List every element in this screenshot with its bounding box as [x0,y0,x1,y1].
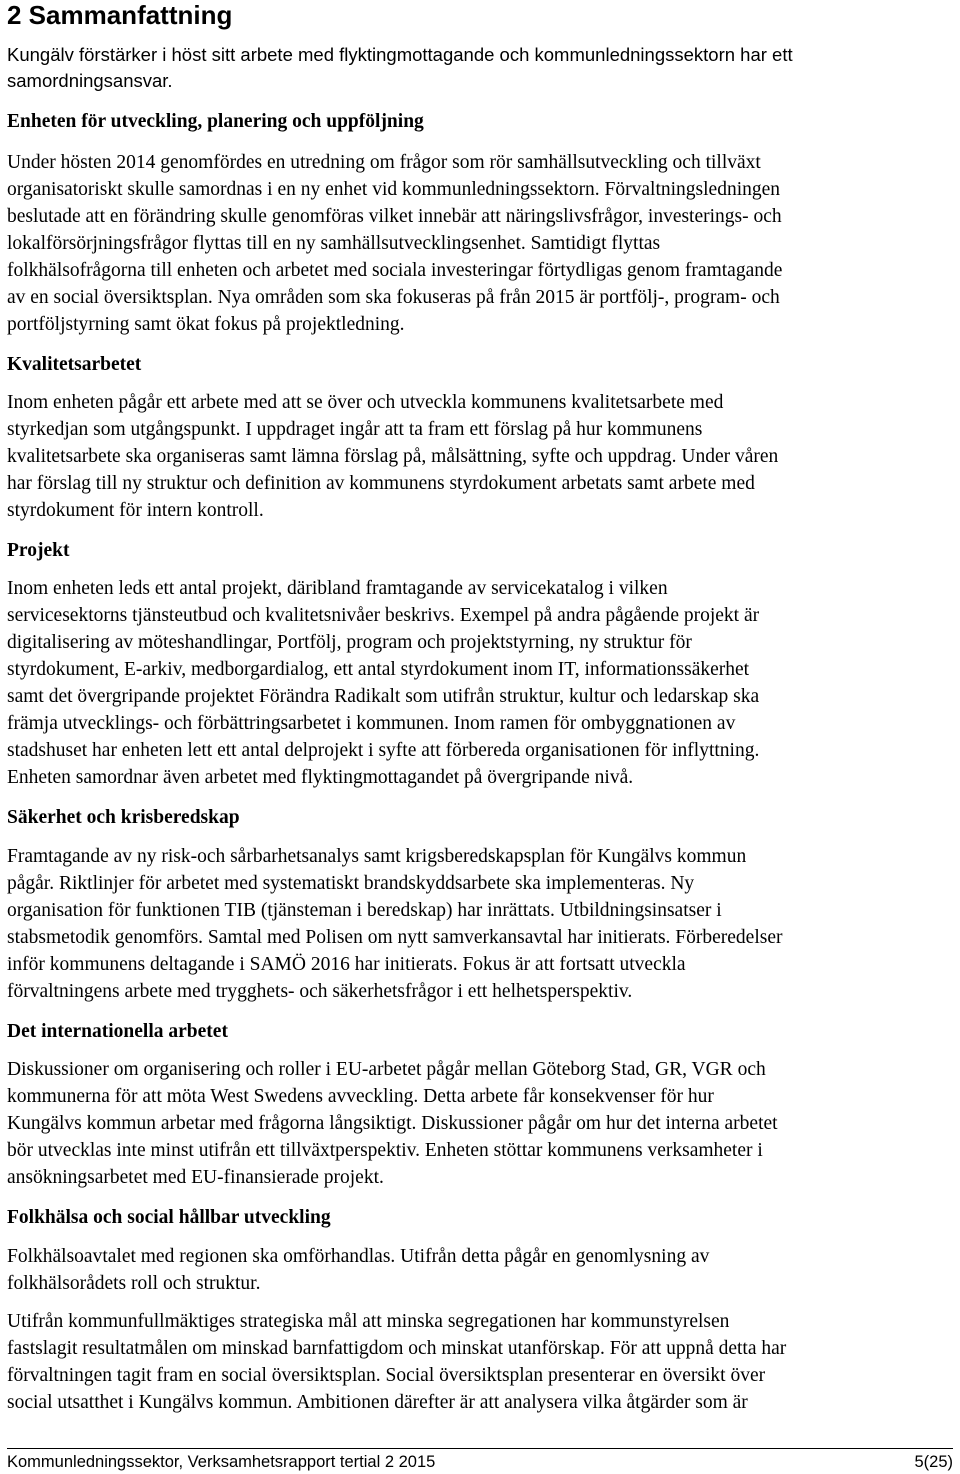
text-line: digitalisering av möteshandlingar, Portfölj, program och projektstyrning, ny struktur för [7,632,692,653]
section-body-internationellt [7,1056,957,1191]
section-body-kvalitet [7,389,957,524]
text-line: Folkhälsoavtalet med regionen ska omförhandlas. Utifrån detta pågår en genomlysning av [7,1246,710,1267]
text-line: stabsmetodik genomförs. Samtal med Polisen om nytt samverkansavtal har initierats. Förberedelser [7,927,783,948]
text-line: folkhälsorådets roll och struktur. [7,1273,261,1294]
text-line: organisatoriskt skulle samordnas i en ny enhet vid kommunledningssektorn. Förvaltningsledningen [7,179,781,200]
text-line: social utsatthet i Kungälvs kommun. Ambitionen därefter är att analysera vilka åtgärder som är [7,1392,748,1413]
text-line: främja utvecklings- och förbättringsarbetet i kommunen. Inom ramen för ombyggnationen av [7,713,736,734]
text-line: bör utvecklas inte minst utifrån ett tillväxtperspektiv. Enheten stöttar kommunens verksamheter i [7,1140,763,1161]
section-body-projekt [7,575,957,791]
text-line: Utifrån kommunfullmäktiges strategiska mål att minska segregationen har kommunstyrelsen [7,1311,730,1332]
page-title: 2 Sammanfattning [7,0,233,30]
section-heading-internationellt: Det internationella arbetet [7,1021,228,1042]
section-heading-kvalitet: Kvalitetsarbetet [7,354,142,375]
text-line: förvaltningens arbete med trygghets- och säkerhetsfrågor i ett helhetsperspektiv. [7,981,633,1002]
text-line: har förslag till ny struktur och definition av kommunens styrdokument arbetats samt arbete med [7,473,755,494]
text-line: Inom enheten leds ett antal projekt, däribland framtagande av servicekatalog i vilken [7,578,668,599]
footer-page-number: 5(25) [914,1453,953,1471]
text-line: portföljstyrning samt ökat fokus på projektledning. [7,314,405,335]
text-line: beslutade att en förändring skulle genomföras vilket innebär att näringslivsfrågor, investerings- och [7,206,782,227]
section-body-sakerhet [7,843,957,1005]
section-heading-utveckling: Enheten för utveckling, planering och uppföljning [7,111,424,132]
text-line: av en social översiktsplan. Nya områden som ska fokuseras på från 2015 är portfölj-, program- och [7,287,780,308]
text-line: Under hösten 2014 genomfördes en utredning om frågor som rör samhällsutveckling och tillväxt [7,152,761,173]
text-line: Enheten samordnar även arbetet med flyktingmottagandet på övergripande nivå. [7,767,634,788]
footer-divider [7,1448,953,1449]
text-line: Diskussioner om organisering och roller i EU-arbetet pågår mellan Göteborg Stad, GR, VGR och [7,1059,766,1080]
footer-document-title: Kommunledningssektor, Verksamhetsrapport tertial 2 2015 [7,1453,436,1471]
section-body-utveckling [7,149,957,338]
text-line: folkhälsofrågorna till enheten och arbetet med sociala investeringar förtydligas genom framtagande [7,260,783,281]
text-line: Inom enheten pågår ett arbete med att se över och utveckla kommunens kvalitetsarbete med [7,392,724,413]
section-body-folkhalsa-2 [7,1308,957,1416]
text-line: fastslagit resultatmålen om minskad barnfattigdom och minskat utanförskap. För att uppnå detta har [7,1338,787,1359]
text-line: ansökningsarbetet med EU-finansierade projekt. [7,1167,384,1188]
text-line: pågår. Riktlinjer för arbetet med systematiskt brandskyddsarbete ska implementeras. Ny [7,873,695,894]
text-line: samordningsansvar. [7,70,173,91]
text-line: kvalitetsarbete ska organiseras samt lämna förslag på, målsättning, syfte och uppdrag. Under våren [7,446,779,467]
intro-paragraph [7,42,957,94]
text-line: Framtagande av ny risk-och sårbarhetsanalys samt krigsberedskapsplan för Kungälvs kommun [7,846,747,867]
text-line: servicesektorns tjänsteutbud och kvalitetsnivåer beskrivs. Exempel på andra pågående projekt är [7,605,760,626]
text-line: organisation för funktionen TIB (tjänsteman i beredskap) har inrättats. Utbildningsinsatser i [7,900,722,921]
section-heading-folkhalsa: Folkhälsa och social hållbar utveckling [7,1207,331,1228]
text-line: stadshuset har enheten lett ett antal delprojekt i syfte att förbereda organisationen för inflyttning. [7,740,760,761]
text-line: styrkedjan som utgångspunkt. I uppdraget ingår att ta fram ett förslag på hur kommunens [7,419,703,440]
section-heading-projekt: Projekt [7,540,70,561]
text-line: styrdokument för intern kontroll. [7,500,264,521]
text-line: Kungälv förstärker i höst sitt arbete med flyktingmottagande och kommunledningssektorn har ett [7,44,793,65]
section-body-folkhalsa [7,1243,957,1297]
text-line: förvaltningen tagit fram en social översiktsplan. Social översiktsplan presenterar en översikt över [7,1365,766,1386]
text-line: Kungälvs kommun arbetar med frågorna långsiktigt. Diskussioner pågår om hur det interna arbetet [7,1113,778,1134]
text-line: lokalförsörjningsfrågor flyttas till en ny samhällsutvecklingsenhet. Samtidigt flyttas [7,233,661,254]
text-line: samt det övergripande projektet Förändra Radikalt som utifrån struktur, kultur och ledarskap ska [7,686,760,707]
text-line: inför kommunens deltagande i SAMÖ 2016 har initierats. Fokus är att fortsatt utveckla [7,954,686,975]
text-line: kommunerna för att möta West Swedens avveckling. Detta arbete får konsekvenser för hur [7,1086,714,1107]
text-line: styrdokument, E-arkiv, medborgardialog, ett antal styrdokument inom IT, informationssäkerhet [7,659,750,680]
section-heading-sakerhet: Säkerhet och krisberedskap [7,807,240,828]
